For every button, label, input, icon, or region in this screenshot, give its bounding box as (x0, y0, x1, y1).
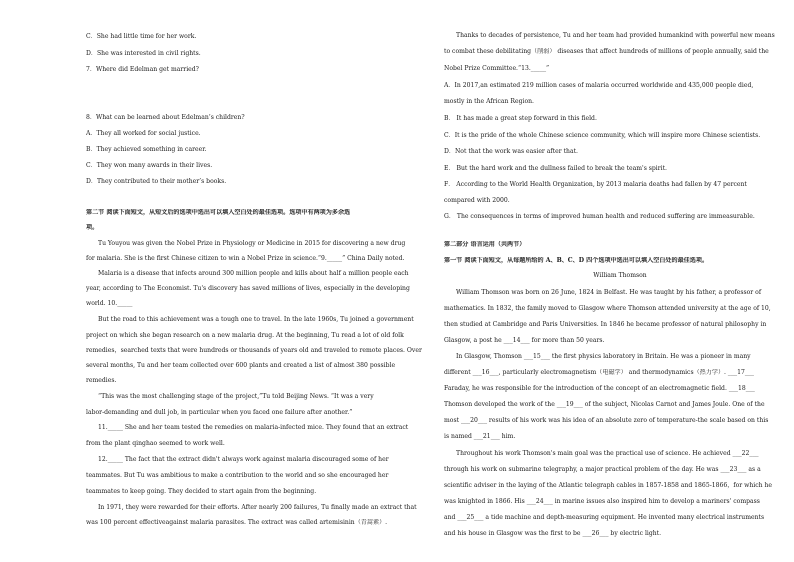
passage-line: teammates to keep going. They decided to start again from the beginning. (86, 488, 317, 495)
passage-line: teammates. But Tu was ambitious to make a contribution to the world and so she encouraged her (86, 472, 389, 479)
passage-line: year, according to The Economist. Tu's discovery has saved millions of lives, especially in the developing (86, 285, 410, 292)
option-f: F． According to the World Health Organization, by 2013 malaria deaths had fallen by 47 percent (444, 181, 747, 188)
passage-line: In Glasgow, Thomson ___15___ the first physics laboratory in Britain. He was a pioneer in many (456, 353, 751, 360)
option-b: B． It has made a great step forward in this field. (444, 115, 597, 122)
passage-line: Nobel Prize Committee.“13._____” (444, 65, 550, 72)
passage-line: world. 10._____ (86, 300, 133, 307)
left-column (86, 0, 438, 562)
passage-line: then studied at Cambridge and Paris Universities. In 1846 he became professor of natural philosophy in (444, 321, 767, 328)
passage-line: Throughout his work Thomson's main goal was the practical use of science. He achieved ___22___ (456, 450, 759, 457)
passage-line: William Thomson was born on 26 June, 1824 in Belfast. He was taught by his father, a professor of (456, 289, 762, 296)
passage-line: 11._____ She and her team tested the remedies on malaria-infected mice. They found that an extract (98, 424, 409, 431)
passage-line: several months, Tu and her team collected over 600 plants and created a list of almost 380 possible (86, 362, 396, 369)
section-heading-cont: 项。 (86, 224, 99, 231)
passage-line: for malaria. She is the first Chinese citizen to win a Nobel Prize in science.“9._____” China Daily noted. (86, 255, 405, 262)
right-column (444, 0, 794, 562)
option-f-cont: compared with 2000. (444, 197, 510, 204)
option-d: D．Not that the work was easier after that. (444, 148, 578, 155)
passage-line: and ___25___ a tide machine and depth-measuring equipment. He invented many electrical instruments (444, 514, 765, 521)
q8-option-a: A．They all worked for social justice. (86, 130, 201, 137)
part-heading: 第二部分 语言运用（共两节） (444, 241, 526, 248)
option-c: C．It is the pride of the whole Chinese science community, which will inspire more Chinese scientists. (444, 132, 761, 139)
passage-line: different ___16___, particularly electromagnetism（电磁学） and thermodynamics（热力学）. ___17___ (444, 369, 754, 376)
section-heading: 第二节 阅读下面短文，从短文后的选项中选出可以填入空白处的最佳选项。选项中有两项为多余选 (86, 209, 351, 216)
passage-line: “This was the most challenging stage of the project,”Tu told Beijing News. “It was a very (98, 393, 374, 400)
passage-line: is named ___21___ him. (444, 433, 516, 440)
option-e: E． But the hard work and the dullness failed to break the team's spirit. (444, 165, 667, 172)
q7-stem: 7．Where did Edelman get married? (86, 66, 199, 73)
passage-line: and his house in Glasgow was the first to be ___26___ by electric light. (444, 530, 662, 537)
passage-line: Thomson developed the work of the ___19___ of the subject, Nicolas Carnot and James Joule. One of the (444, 401, 765, 408)
q6-option-d: D．She was interested in civil rights. (86, 50, 201, 57)
passage-line: scientific adviser in the laying of the Atlantic telegraph cables in 1857-1858 and 1865-1866，for which he (444, 482, 773, 489)
passage-line: was 100 percent effectiveagainst malaria parasites. The extract was called artemisinin（青蒿素）. (86, 519, 388, 526)
option-a-cont: mostly in the African Region. (444, 98, 534, 105)
q8-option-b: B．They achieved something in career. (86, 146, 207, 153)
passage-line: Faraday, he was responsible for the introduction of the concept of an electromagnetic field. ___18___ (444, 385, 755, 392)
q6-option-c: C．She had little time for her work. (86, 33, 197, 40)
section-heading: 第一节 阅读下面短文，从每题所给的 A、B、C、D 四个选项中选出可以填入空白处的最佳选项。 (444, 257, 709, 264)
q8-stem: 8．What can be learned about Edelman’s children? (86, 114, 245, 121)
passage-line: Tu Youyou was given the Nobel Prize in Physiology or Medicine in 2015 for discovering a new drug (98, 240, 406, 247)
option-a: A．In 2017,an estimated 219 million cases of malaria occurred worldwide and 435,000 people died, (444, 82, 754, 89)
passage-line: labor-demanding and dull job, in particular when you faced one failure after another.” (86, 409, 353, 416)
passage-line: mathematics. In 1832, the family moved to Glasgow where Thomson attended university at the age of 10, (444, 305, 771, 312)
passage-line: remedies. (86, 377, 117, 384)
passage-line: Glasgow, a post he ___14___ for more than 50 years. (444, 337, 605, 344)
passage-line: Malaria is a disease that infects around 300 million people and kills about half a million people each (98, 270, 409, 277)
q8-option-c: C．They won many awards in their lives. (86, 162, 213, 169)
passage-line: most ___20___ results of his work was his idea of an absolute zero of temperature-the scale based on this (444, 417, 769, 424)
passage-title: William Thomson (593, 272, 647, 279)
passage-line: 12._____ The fact that the extract didn't always work against malaria discouraged some of her (98, 456, 389, 463)
passage-line: In 1971, they were rewarded for their efforts. After nearly 200 failures, Tu finally made an extract that (98, 504, 417, 511)
passage-line: Thanks to decades of persistence, Tu and her team had provided humankind with powerful new means (456, 32, 775, 39)
option-g: G． The consequences in terms of improved human health and reduced suffering are immeasurable. (444, 213, 755, 220)
passage-line: from the plant qinghao seemed to work well. (86, 440, 225, 447)
q8-option-d: D．They contributed to their mother’s books. (86, 178, 227, 185)
passage-line: project on which she began research on a new malaria drug. At the beginning, Tu read a lot of old folk (86, 332, 404, 339)
passage-line: was knighted in 1866. His ___24___ in marine issues also inspired him to develop a mariners' compass (444, 498, 760, 505)
passage-line: But the road to this achievement was a tough one to travel. In the late 1960s, Tu joined a government (98, 316, 414, 323)
passage-line: to combat these debilitating（削弱） diseases that affect hundreds of millions of people annually, said the (444, 48, 769, 55)
passage-line: through his work on submarine telegraphy, a major practical problem of the day. He was ___23___ as a (444, 466, 761, 473)
passage-line: remedies，searched texts that were hundreds or thousands of years old and traveled to remote places. Over (86, 347, 422, 354)
